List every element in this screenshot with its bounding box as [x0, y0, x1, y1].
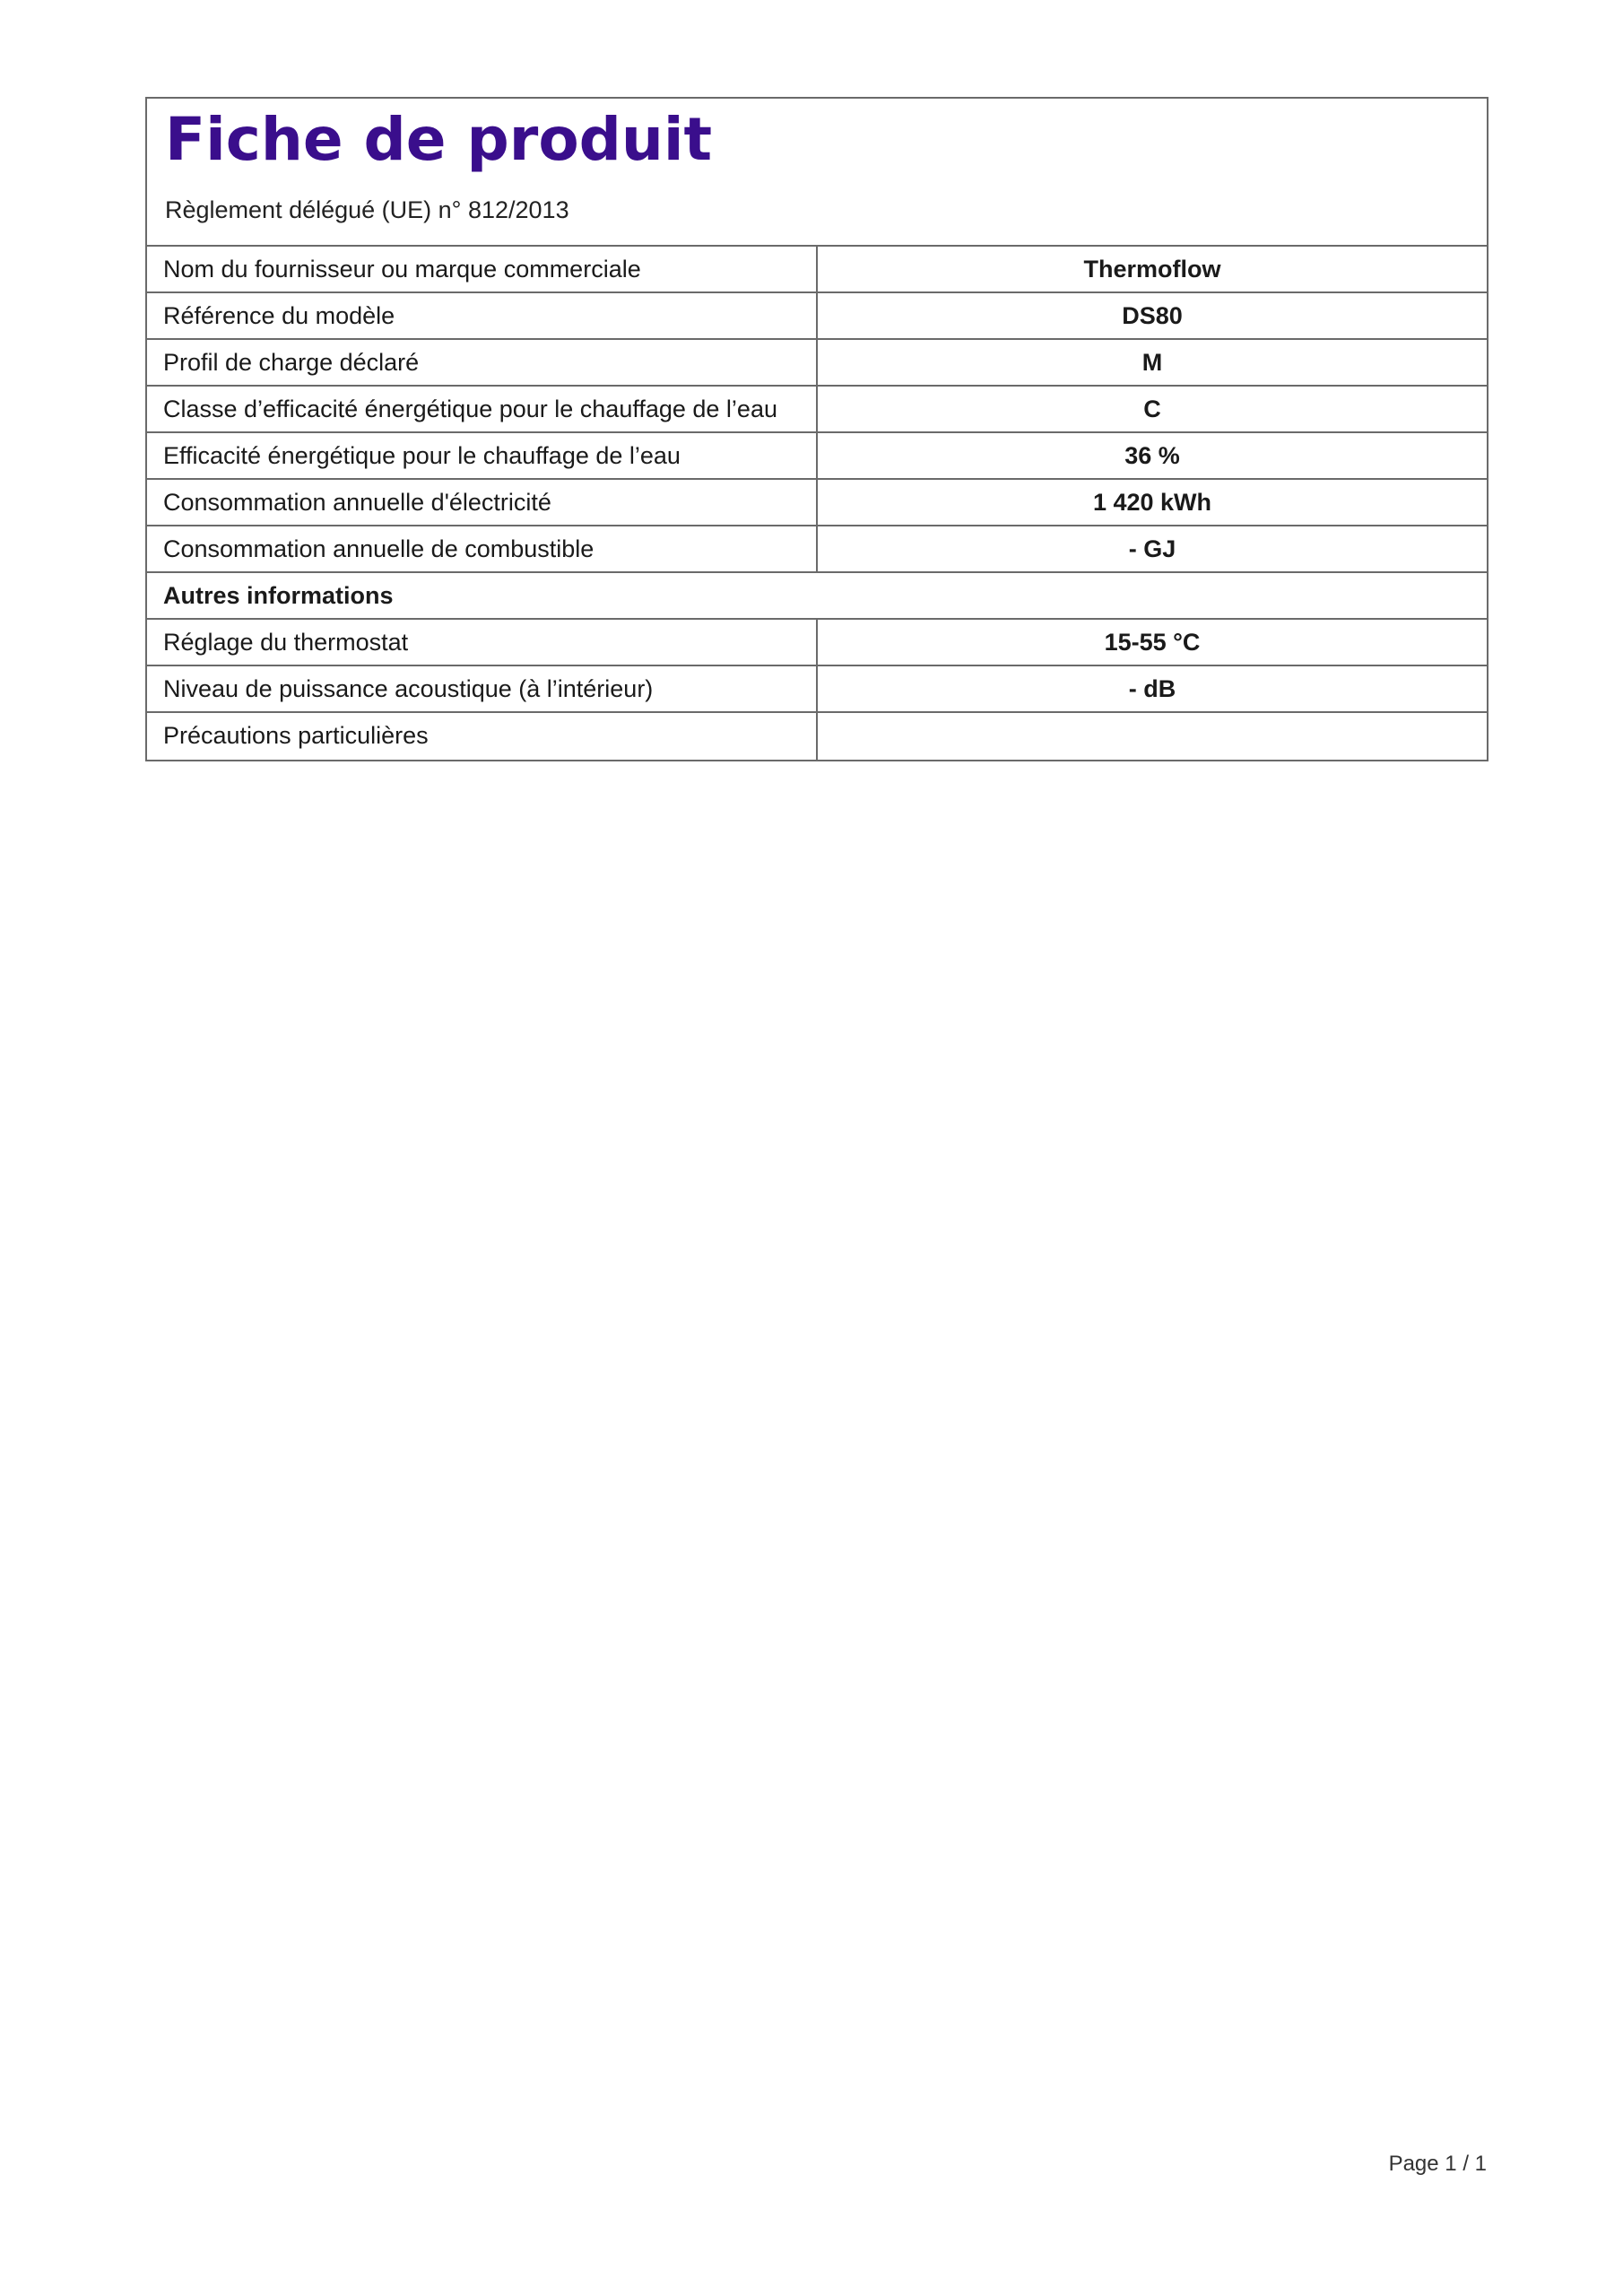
page-title: Fiche de produit	[165, 105, 713, 174]
table-row-efficiency	[147, 433, 1487, 480]
row-value: 15-55 °C	[1104, 629, 1201, 656]
table-row-model	[147, 293, 1487, 340]
row-value: 1 420 kWh	[1092, 489, 1212, 516]
table-row-thermostat	[147, 620, 1487, 666]
product-sheet-table	[145, 97, 1488, 761]
table-row-electricity	[147, 480, 1487, 526]
table-row-load-profile	[147, 340, 1487, 387]
row-label: Réglage du thermostat	[147, 620, 818, 665]
page-number: Page 1 / 1	[1388, 2152, 1487, 2176]
row-label: Précautions particulières	[147, 713, 818, 760]
row-value: DS80	[1122, 302, 1183, 329]
table-row-fuel	[147, 526, 1487, 573]
table-row-precautions	[147, 713, 1487, 760]
row-value: 36 %	[1124, 442, 1180, 469]
row-value: C	[1143, 396, 1161, 422]
row-label: Classe d’efficacité énergétique pour le chauffage de l’eau	[147, 387, 818, 431]
row-label: Niveau de puissance acoustique (à l’intérieur)	[147, 666, 818, 711]
row-value: Thermoflow	[1083, 256, 1221, 283]
table-row-efficiency-class	[147, 387, 1487, 433]
sheet-header	[147, 99, 1487, 247]
row-label: Référence du modèle	[147, 293, 818, 338]
section-heading-other-info	[147, 573, 1487, 620]
table-row-supplier	[147, 247, 1487, 293]
regulation-subtitle: Règlement délégué (UE) n° 812/2013	[165, 196, 569, 223]
row-label: Consommation annuelle de combustible	[147, 526, 818, 571]
row-value: - dB	[1128, 675, 1176, 702]
row-value: M	[1141, 349, 1163, 376]
row-value	[818, 713, 1487, 760]
row-value: - GJ	[1128, 535, 1176, 562]
section-label: Autres informations	[163, 582, 394, 609]
row-label: Consommation annuelle d'électricité	[147, 480, 818, 525]
row-label: Efficacité énergétique pour le chauffage de l’eau	[147, 433, 818, 478]
row-label: Nom du fournisseur ou marque commerciale	[147, 247, 818, 291]
table-row-sound-power	[147, 666, 1487, 713]
row-label: Profil de charge déclaré	[147, 340, 818, 385]
